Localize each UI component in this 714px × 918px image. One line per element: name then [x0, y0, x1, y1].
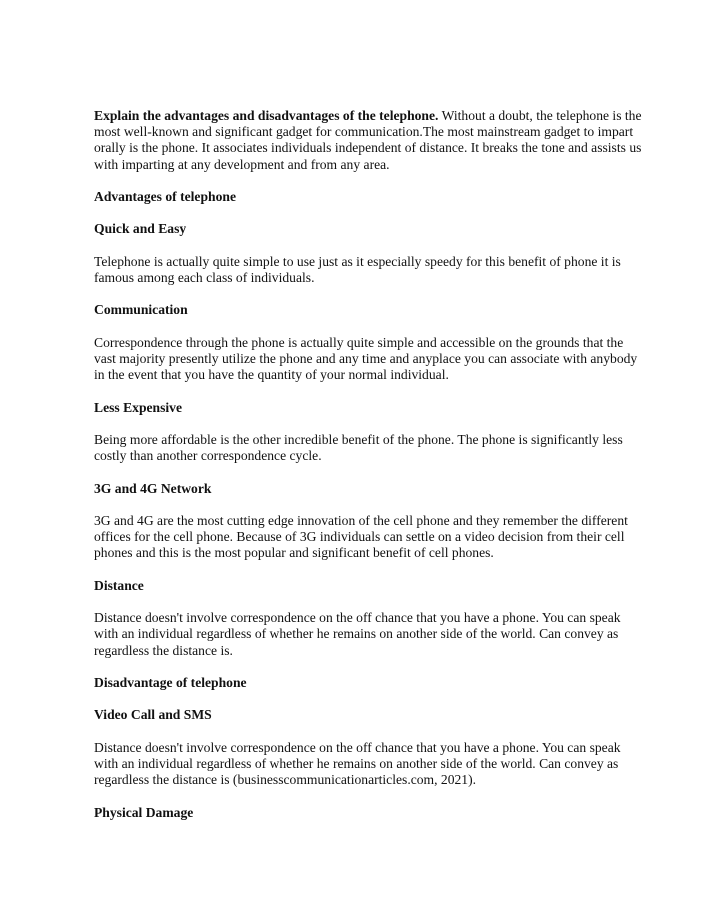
- document-body: [94, 108, 642, 837]
- paragraph-quick-and-easy: Telephone is actually quite simple to use just as it especially speedy for this benefit of phone it is famous among each class of individuals.: [94, 253, 621, 285]
- heading-quick-and-easy: Quick and Easy: [94, 221, 187, 237]
- heading-advantages: Advantages of telephone: [94, 189, 236, 204]
- heading-video-call-sms: Video Call and SMS: [94, 707, 212, 723]
- intro-title: Explain the advantages and disadvantages of the telephone.: [94, 108, 439, 123]
- intro-paragraph: [94, 108, 642, 173]
- paragraph-video-call-sms: Distance doesn't involve correspondence on the off chance that you have a phone. You can speak with an individual regardless of whether he remains on another side of the world. Can convey as regardless the distance is (businesscommunicationarticles.com, 2021).: [94, 739, 621, 788]
- paragraph-3g-4g-network: 3G and 4G are the most cutting edge innovation of the cell phone and they remember the different offices for the cell phone. Because of 3G individuals can settle on a video decision from their cell phones and this is the most popular and significant benefit of cell phones.: [94, 512, 628, 561]
- heading-physical-damage: Physical Damage: [94, 804, 194, 820]
- heading-disadvantages: Disadvantage of telephone: [94, 674, 247, 690]
- heading-communication: Communication: [94, 302, 188, 318]
- intro-text: Without a doubt, the telephone is the most well-known and significant gadget for communication.The most mainstream gadget to impart orally is the phone. It associates individuals independent of distance. It breaks the tone and assists us with imparting at any development and from any area.: [94, 108, 642, 172]
- heading-less-expensive: Less Expensive: [94, 399, 182, 415]
- paragraph-communication: Correspondence through the phone is actually quite simple and accessible on the grounds that the vast majority presently utilize the phone and any time and anyplace you can associate with anybody in the event that you have the quantity of your normal individual.: [94, 334, 638, 383]
- paragraph-distance: Distance doesn't involve correspondence on the off chance that you have a phone. You can speak with an individual regardless of whether he remains on another side of the world. Can convey as regardless the distance is.: [94, 610, 621, 658]
- paragraph-less-expensive: Being more affordable is the other incredible benefit of the phone. The phone is significantly less costly than another correspondence cycle.: [94, 431, 623, 464]
- heading-distance: Distance: [94, 577, 144, 593]
- heading-3g-4g-network: 3G and 4G Network: [94, 480, 212, 496]
